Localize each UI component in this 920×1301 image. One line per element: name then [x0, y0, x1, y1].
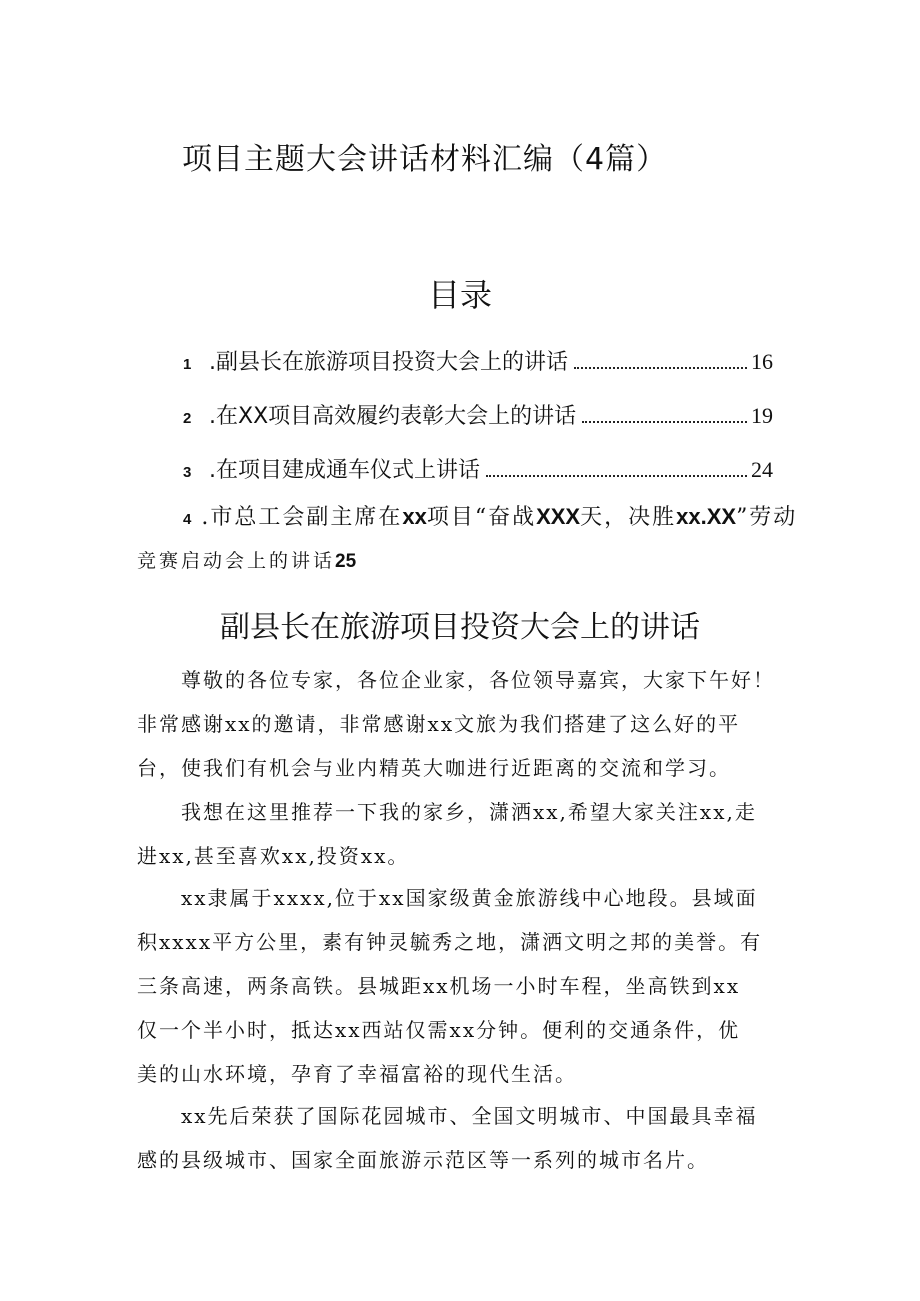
paragraph-line: 尊敬的各位专家，各位企业家，各位领导嘉宾，大家下午好！ [137, 668, 775, 692]
toc-entry-text: .在XX项目高效履约表彰大会上的讲话 [209, 404, 577, 429]
toc-entry-text: xx.XX [676, 504, 737, 529]
toc-entry-text: xx [402, 504, 427, 529]
toc-entry-text: 竞赛启动会上的讲话 [137, 550, 336, 572]
paragraph-4 [137, 1094, 793, 1182]
toc-entry-2[interactable] [183, 399, 773, 430]
toc-entry-text: ”劳动 [736, 505, 798, 530]
paragraph-line: 进xx,甚至喜欢xx,投资xx。 [137, 844, 410, 868]
toc-entry-number: 3 [183, 464, 192, 481]
toc-leader-dots [582, 420, 747, 423]
toc-heading: 目录 [427, 276, 492, 314]
toc-entry-text: XXX [536, 504, 581, 529]
toc-entry-page: 24 [751, 457, 773, 482]
toc-entry-1[interactable] [183, 345, 773, 376]
toc-entry-number: 1 [183, 356, 192, 373]
paragraph-line: 我想在这里推荐一下我的家乡，潇洒xx,希望大家关注xx,走 [137, 800, 757, 824]
paragraph-line: 仅一个半小时，抵达xx西站仅需xx分钟。便利的交通条件，优 [137, 1018, 741, 1042]
toc-entry-page: 16 [751, 349, 773, 374]
toc-entry-page: 19 [751, 403, 773, 428]
toc-entry-text: 项目“奋战 [426, 505, 537, 530]
toc-entry-text: .在项目建成通车仪式上讲话 [209, 458, 480, 483]
section-title: 副县长在旅游项目投资大会上的讲话 [220, 610, 700, 645]
paragraph-1 [137, 658, 793, 790]
toc-entry-text: .副县长在旅游项目投资大会上的讲话 [209, 350, 568, 375]
toc-entry-number: 4 [183, 511, 192, 528]
toc-entry-text: 天，决胜 [580, 505, 677, 530]
toc-entry-text: .市总工会副主席在 [201, 505, 403, 530]
paragraph-3 [137, 876, 793, 1096]
paragraph-2 [137, 790, 793, 878]
document-title: 项目主题大会讲话材料汇编（4篇） [182, 142, 668, 177]
paragraph-line: xx隶属于xxxx,位于xx国家级黄金旅游线中心地段。县域面 [137, 886, 758, 910]
toc-entry-page: 25 [335, 551, 357, 572]
toc-entry-4-line-1[interactable] [183, 500, 797, 531]
toc-entry-3[interactable] [183, 453, 773, 484]
paragraph-line: 美的山水环境，孕育了幸福富裕的现代生活。 [137, 1062, 577, 1086]
paragraph-line: 非常感谢xx的邀请，非常感谢xx文旅为我们搭建了这么好的平 [137, 712, 741, 736]
paragraph-line: 三条高速，两条高铁。县城距xx机场一小时车程，坐高铁到xx [137, 974, 741, 998]
toc-leader-dots [486, 474, 747, 477]
paragraph-line: 台，使我们有机会与业内精英大咖进行近距离的交流和学习。 [137, 756, 731, 780]
paragraph-line: xx先后荣获了国际花园城市、全国文明城市、中国最具幸福 [137, 1104, 758, 1128]
paragraph-line: 积xxxx平方公里，素有钟灵毓秀之地，潇洒文明之邦的美誉。有 [137, 930, 763, 954]
toc-leader-dots [574, 366, 747, 369]
toc-entry-number: 2 [183, 410, 192, 427]
paragraph-line: 感的县级城市、国家全面旅游示范区等一系列的城市名片。 [137, 1148, 709, 1172]
toc-entry-4-line-2[interactable] [137, 546, 356, 573]
